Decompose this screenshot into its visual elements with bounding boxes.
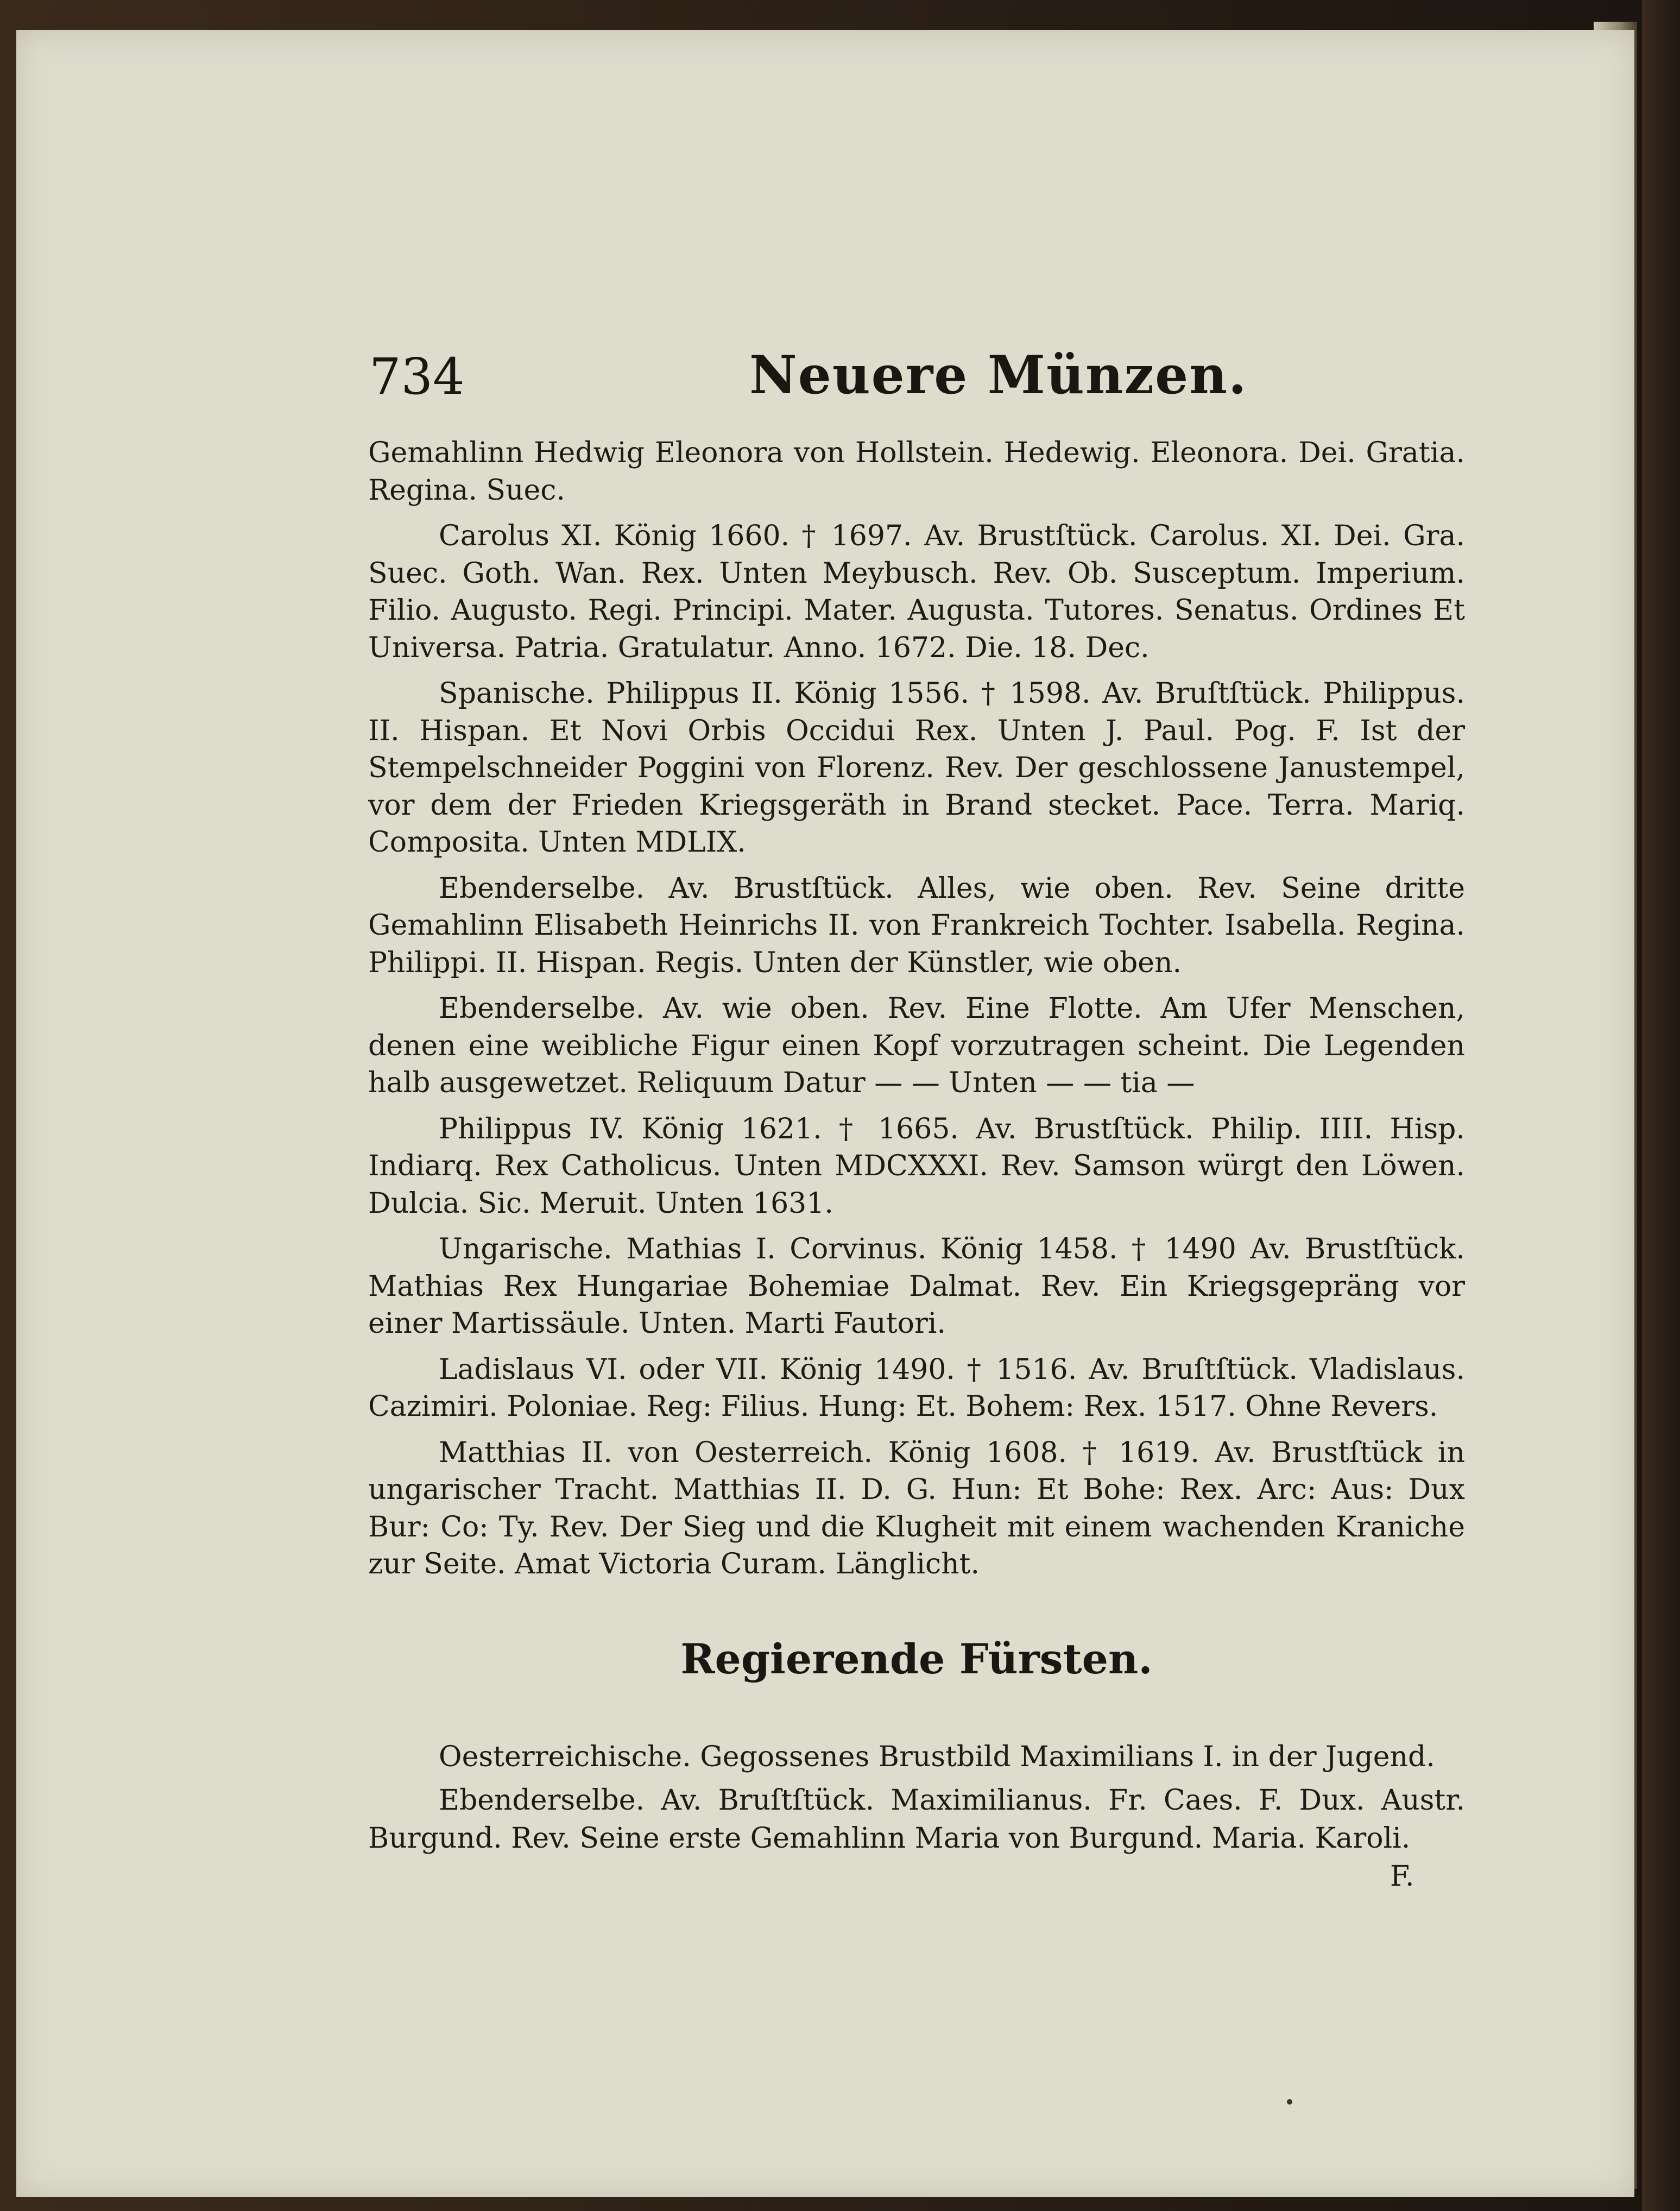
paragraph: Oesterreichische. Gegossenes Brustbild Maximilians I. in der Jugend. bbox=[439, 1741, 1435, 1773]
paragraph: Ladislaus VI. oder VII. König 1490. † 1516. Av. Bruſtſtück. Vladislaus. Cazimiri. Poloniae. Reg: Filius. Hung: Et. Bohem: Rex. 1517. Ohne Revers. bbox=[368, 1353, 1465, 1423]
paragraph: Ebenderselbe. Av. wie oben. Rev. Eine Flotte. Am Ufer Menschen, denen eine weibliche Figur einen Kopf vorzutragen scheint. Die Legenden halb ausgewetzet. Reliquum Datur — — Unten — — tia — bbox=[368, 992, 1465, 1099]
page-number: 734 bbox=[369, 348, 465, 406]
section-text bbox=[368, 1738, 1465, 1866]
paragraph: Ebenderselbe. Av. Bruſtſtück. Maximilianus. Fr. Caes. F. Dux. Austr. Burgund. Rev. Seine erste Gemahlinn Maria von Burgund. Maria. Karoli. bbox=[368, 1784, 1465, 1855]
main-text bbox=[368, 434, 1465, 1592]
paragraph: Carolus XI. König 1660. † 1697. Av. Brustſtück. Carolus. XI. Dei. Gra. Suec. Goth. Wan. Rex. Unten Meybusch. Rev. Ob. Susceptum. Imperium. Filio. Augusto. Regi. Principi. Mater. Augusta. Tutores. Senatus. Ordines Et Universa. Patria. Gratulatur. Anno. 1672. Die. 18. Dec. bbox=[368, 520, 1465, 664]
book-cover-edge bbox=[1642, 0, 1680, 2211]
section-title: Regierende Fürsten. bbox=[680, 1635, 1153, 1683]
ink-speck bbox=[1287, 2099, 1292, 2105]
page-header bbox=[369, 344, 1466, 418]
paragraph: Philippus IV. König 1621. † 1665. Av. Brustſtück. Philip. IIII. Hisp. Indiarq. Rex Catholicus. Unten MDCXXXI. Rev. Samson würgt den Löwen. Dulcia. Sic. Meruit. Unten 1631. bbox=[368, 1112, 1465, 1220]
running-title: Neuere Münzen. bbox=[749, 344, 1248, 406]
paragraph: Ebenderselbe. Av. Brustſtück. Alles, wie oben. Rev. Seine dritte Gemahlinn Elisabeth Heinrichs II. von Frankreich Tochter. Isabella. Regina. Philippi. II. Hispan. Regis. Unten der Künstler, wie oben. bbox=[368, 872, 1465, 979]
paragraph: Spanische. Philippus II. König 1556. † 1598. Av. Bruſtſtück. Philippus. II. Hispan. Et Novi Orbis Occidui Rex. Unten J. Paul. Pog. F. Ist der Stempelschneider Poggini von Florenz. Rev. Der geschlossene Janustempel, vor dem der Frieden Kriegsgeräth in Brand stecket. Pace. Terra. Mariq. Composita. Unten MDLIX. bbox=[368, 677, 1465, 859]
paragraph: Gemahlinn Hedwig Eleonora von Hollstein. Hedewig. Eleonora. Dei. Gratia. Regina. Suec. bbox=[368, 437, 1465, 507]
paragraph: Matthias II. von Oesterreich. König 1608. † 1619. Av. Brustſtück in ungarischer Tracht. Matthias II. D. G. Hun: Et Bohe: Rex. Arc: Aus: Dux Bur: Co: Ty. Rev. Der Sieg und die Klugheit mit einem wachenden Kraniche zur Seite. Amat Victoria Curam. Länglicht. bbox=[368, 1436, 1465, 1580]
catchword: F. bbox=[1390, 1860, 1414, 1893]
paragraph: Ungarische. Mathias I. Corvinus. König 1458. † 1490 Av. Brustſtück. Mathias Rex Hungariae Bohemiae Dalmat. Rev. Ein Kriegsgepräng vor einer Martissäule. Unten. Marti Fautori. bbox=[368, 1233, 1465, 1340]
